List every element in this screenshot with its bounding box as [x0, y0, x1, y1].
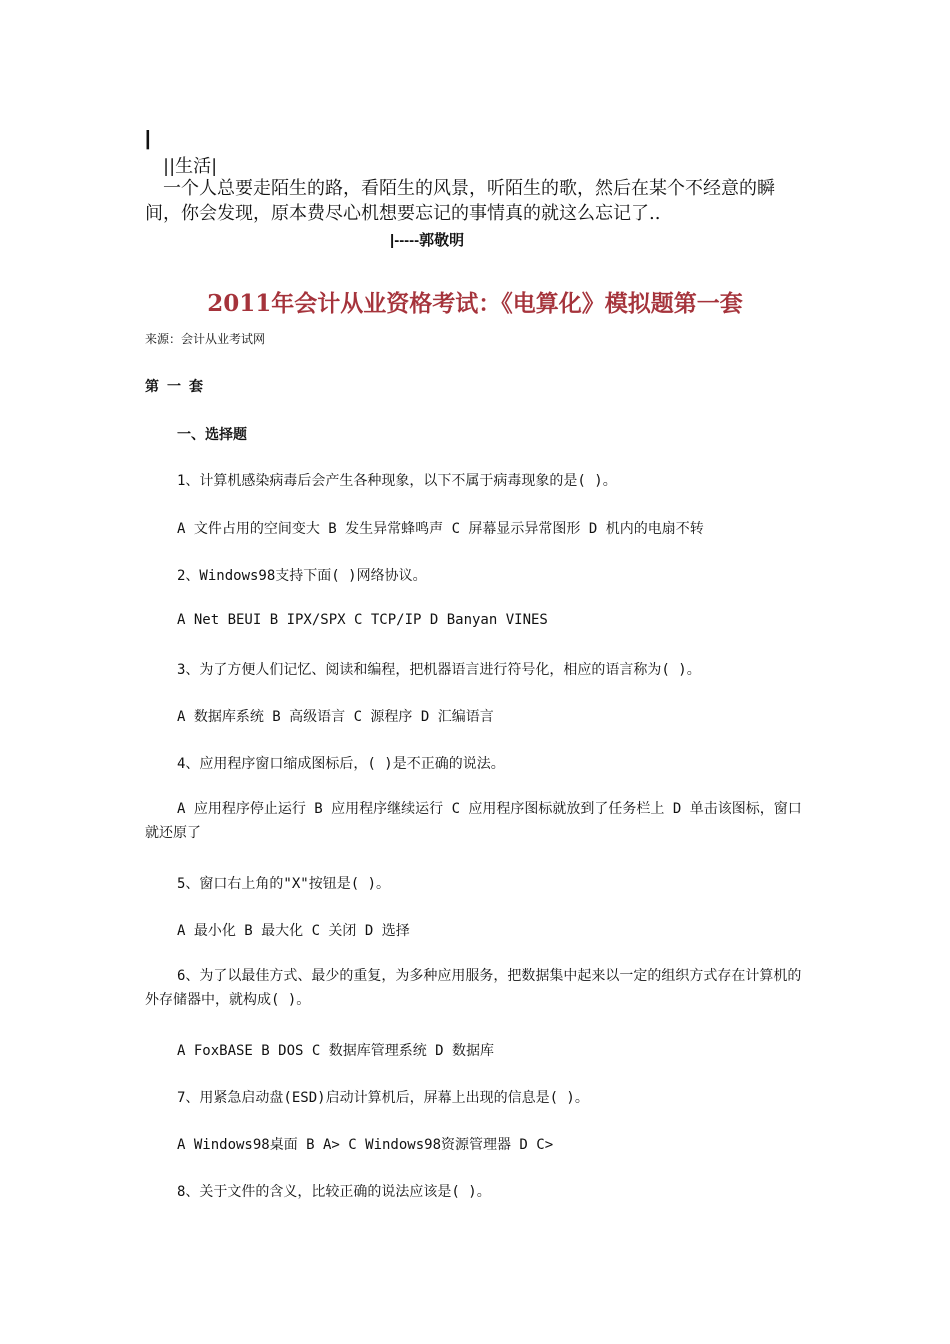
document-title: 2011年会计从业资格考试：《电算化》模拟题第一套: [207, 290, 743, 317]
header-bar-mark: |: [145, 128, 151, 150]
section-heading: 一、选择题: [177, 427, 247, 443]
options-1: A 文件占用的空间变大 B 发生异常蜂鸣声 C 屏幕显示异常图形 D 机内的电扇不转: [177, 521, 704, 537]
question-3: 3、为了方便人们记忆、阅读和编程，把机器语言进行符号化，相应的语言称为( )。: [177, 662, 701, 678]
options-4: A 应用程序停止运行 B 应用程序继续运行 C 应用程序图标就放到了任务栏上 D 单击该图标，窗口就还原了: [145, 801, 802, 841]
life-label: ||生活|: [163, 156, 218, 177]
question-4: 4、应用程序窗口缩成图标后，( )是不正确的说法。: [177, 756, 505, 772]
options-5: A 最小化 B 最大化 C 关闭 D 选择: [177, 923, 410, 939]
question-2: 2、Windows98支持下面( )网络协议。: [177, 568, 427, 584]
quote-author: |-----郭敬明: [390, 232, 465, 249]
options-6: A FoxBASE B DOS C 数据库管理系统 D 数据库: [177, 1043, 495, 1059]
question-8: 8、关于文件的含义，比较正确的说法应该是( )。: [177, 1184, 491, 1200]
question-6: 6、为了以最佳方式、最少的重复，为多种应用服务，把数据集中起来以一定的组织方式存在计算机的外存储器中，就构成( )。: [145, 968, 802, 1008]
source-line: 来源：会计从业考试网: [145, 332, 266, 346]
question-5: 5、窗口右上角的"X"按钮是( )。: [177, 876, 391, 892]
options-2: A Net BEUI B IPX/SPX C TCP/IP D Banyan VINES: [177, 612, 548, 628]
quote-text: 一个人总要走陌生的路，看陌生的风景，听陌生的歌，然后在某个不经意的瞬间，你会发现，原本费尽心机想要忘记的事情真的就这么忘记了..: [145, 178, 775, 224]
question-1: 1、计算机感染病毒后会产生各种现象，以下不属于病毒现象的是( )。: [177, 473, 617, 489]
question-7: 7、用紧急启动盘(ESD)启动计算机后，屏幕上出现的信息是( )。: [177, 1090, 589, 1106]
options-7: A Windows98桌面 B A> C Windows98资源管理器 D C>: [177, 1137, 554, 1153]
options-3: A 数据库系统 B 高级语言 C 源程序 D 汇编语言: [177, 709, 494, 725]
set-heading: 第一套: [145, 379, 211, 395]
